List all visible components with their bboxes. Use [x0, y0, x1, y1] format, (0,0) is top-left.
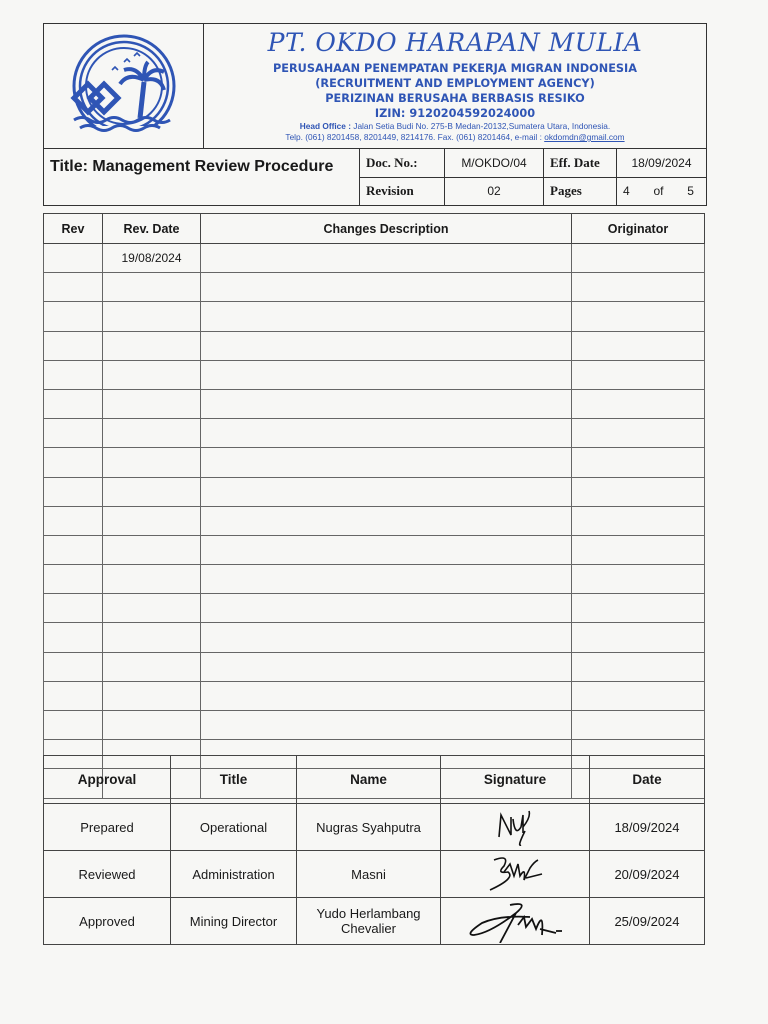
table-cell [103, 711, 201, 740]
table-row [44, 623, 705, 652]
company-line-3: PERIZINAN BERUSAHA BERBASIS RESIKO [325, 92, 585, 105]
table-cell [572, 594, 705, 623]
revision-history-table [43, 213, 705, 799]
table-cell [44, 681, 103, 710]
table-cell [44, 506, 103, 535]
table-cell [572, 681, 705, 710]
table-cell [201, 302, 572, 331]
table-cell [103, 389, 201, 418]
table-cell [44, 594, 103, 623]
signature-image [495, 807, 535, 847]
table-cell [103, 565, 201, 594]
table-row [44, 244, 705, 273]
company-line-2: (RECRUITMENT AND EMPLOYMENT AGENCY) [315, 77, 595, 90]
table-cell [201, 535, 572, 564]
table-cell [103, 681, 201, 710]
table-row [44, 302, 705, 331]
table-cell [103, 477, 201, 506]
date-header: Date [590, 756, 705, 804]
table-cell [44, 302, 103, 331]
table-cell [572, 477, 705, 506]
table-row [44, 477, 705, 506]
approval-cell: Reviewed [44, 851, 171, 898]
of-label: of [653, 184, 664, 199]
name-cell: Yudo Herlambang Chevalier [297, 898, 441, 945]
table-cell [44, 331, 103, 360]
title-header: Title [171, 756, 297, 804]
head-office-label: Head Office : [299, 121, 351, 131]
date-cell: 20/09/2024 [590, 851, 705, 898]
contact-line [204, 132, 706, 143]
logo-icon [60, 34, 188, 138]
company-izin: IZIN: 9120204592024000 [374, 107, 536, 120]
total-pages: 5 [687, 184, 694, 199]
table-cell [44, 711, 103, 740]
table-cell [201, 360, 572, 389]
table-cell [201, 594, 572, 623]
table-cell [44, 244, 103, 273]
document-header [43, 23, 707, 206]
table-cell [44, 448, 103, 477]
table-cell [103, 331, 201, 360]
table-cell [201, 506, 572, 535]
title-cell: Administration [171, 851, 297, 898]
table-cell [201, 389, 572, 418]
table-cell [572, 623, 705, 652]
revision-value: 02 [445, 177, 544, 205]
document-title: Title: Management Review Procedure [44, 149, 360, 205]
table-cell [572, 535, 705, 564]
table-cell [201, 448, 572, 477]
rev-date-header: Rev. Date [103, 214, 201, 244]
table-cell [572, 244, 705, 273]
company-logo [44, 24, 204, 148]
table-cell [44, 623, 103, 652]
table-cell [572, 419, 705, 448]
email-link[interactable]: okdomdn@gmail.com [544, 132, 625, 142]
table-row [44, 681, 705, 710]
signature-cell [441, 851, 590, 898]
pages-value [617, 177, 707, 205]
table-cell [201, 652, 572, 681]
table-row [44, 331, 705, 360]
approval-header: Approval [44, 756, 171, 804]
table-cell [103, 448, 201, 477]
table-cell [572, 565, 705, 594]
changes-header: Changes Description [201, 214, 572, 244]
table-cell [44, 389, 103, 418]
company-name: PT. OKDO HARAPAN MULIA [267, 28, 643, 57]
table-row [44, 535, 705, 564]
table-cell [103, 506, 201, 535]
signature-image [460, 899, 570, 943]
table-cell [44, 477, 103, 506]
date-cell: 18/09/2024 [590, 804, 705, 851]
table-cell [572, 331, 705, 360]
signature-header: Signature [441, 756, 590, 804]
table-cell [201, 273, 572, 302]
document-meta [360, 149, 706, 205]
table-row [44, 360, 705, 389]
table-row [44, 419, 705, 448]
title-cell: Operational [171, 804, 297, 851]
table-cell [44, 273, 103, 302]
table-row [44, 273, 705, 302]
table-cell [572, 302, 705, 331]
table-cell [44, 535, 103, 564]
table-cell [103, 594, 201, 623]
date-cell: 25/09/2024 [590, 898, 705, 945]
table-cell [103, 360, 201, 389]
table-cell [201, 565, 572, 594]
table-cell [103, 419, 201, 448]
table-row [44, 851, 705, 898]
approval-cell: Approved [44, 898, 171, 945]
company-info [204, 24, 706, 148]
table-cell [103, 652, 201, 681]
table-cell [103, 302, 201, 331]
table-cell [572, 360, 705, 389]
table-cell [44, 652, 103, 681]
table-row [44, 565, 705, 594]
originator-header: Originator [572, 214, 705, 244]
table-cell [44, 360, 103, 389]
revision-rows [44, 244, 705, 799]
table-row [44, 804, 705, 851]
head-office-address: Jalan Setia Budi No. 275-B Medan-20132,Sumatera Utara, Indonesia. [353, 121, 611, 131]
table-row [44, 711, 705, 740]
eff-date-label: Eff. Date [544, 149, 617, 177]
table-row [44, 898, 705, 945]
table-cell [44, 419, 103, 448]
company-line-1: PERUSAHAAN PENEMPATAN PEKERJA MIGRAN INDONESIA [272, 62, 638, 75]
name-cell: Masni [297, 851, 441, 898]
table-cell [201, 331, 572, 360]
eff-date-value: 18/09/2024 [617, 149, 707, 177]
table-row [44, 652, 705, 681]
table-row [44, 389, 705, 418]
table-cell [103, 535, 201, 564]
table-cell [201, 477, 572, 506]
name-cell: Nugras Syahputra [297, 804, 441, 851]
table-cell [572, 389, 705, 418]
table-cell [572, 711, 705, 740]
table-cell [201, 623, 572, 652]
head-office [204, 121, 706, 132]
approval-table [43, 755, 705, 945]
approval-cell: Prepared [44, 804, 171, 851]
pages-label: Pages [544, 177, 617, 205]
rev-header: Rev [44, 214, 103, 244]
table-row [44, 448, 705, 477]
page-number: 4 [623, 184, 630, 199]
table-cell [201, 681, 572, 710]
table-cell [103, 273, 201, 302]
table-cell [44, 565, 103, 594]
table-cell [103, 623, 201, 652]
table-cell [572, 652, 705, 681]
contact-numbers: Telp. (061) 8201458, 8201449, 8214176. Fax. (061) 8201464, e-mail : [285, 132, 542, 142]
doc-no-value: M/OKDO/04 [445, 149, 544, 177]
table-row [44, 506, 705, 535]
signature-cell [441, 898, 590, 945]
name-header: Name [297, 756, 441, 804]
table-cell [201, 419, 572, 448]
table-row [44, 594, 705, 623]
signature-image [480, 854, 550, 894]
doc-no-label: Doc. No.: [360, 149, 445, 177]
title-cell: Mining Director [171, 898, 297, 945]
signature-cell [441, 804, 590, 851]
table-cell [201, 711, 572, 740]
table-cell [572, 273, 705, 302]
table-cell [572, 448, 705, 477]
rev-date-cell: 19/08/2024 [103, 244, 201, 273]
table-cell [572, 506, 705, 535]
table-cell [201, 244, 572, 273]
revision-label: Revision [360, 177, 445, 205]
